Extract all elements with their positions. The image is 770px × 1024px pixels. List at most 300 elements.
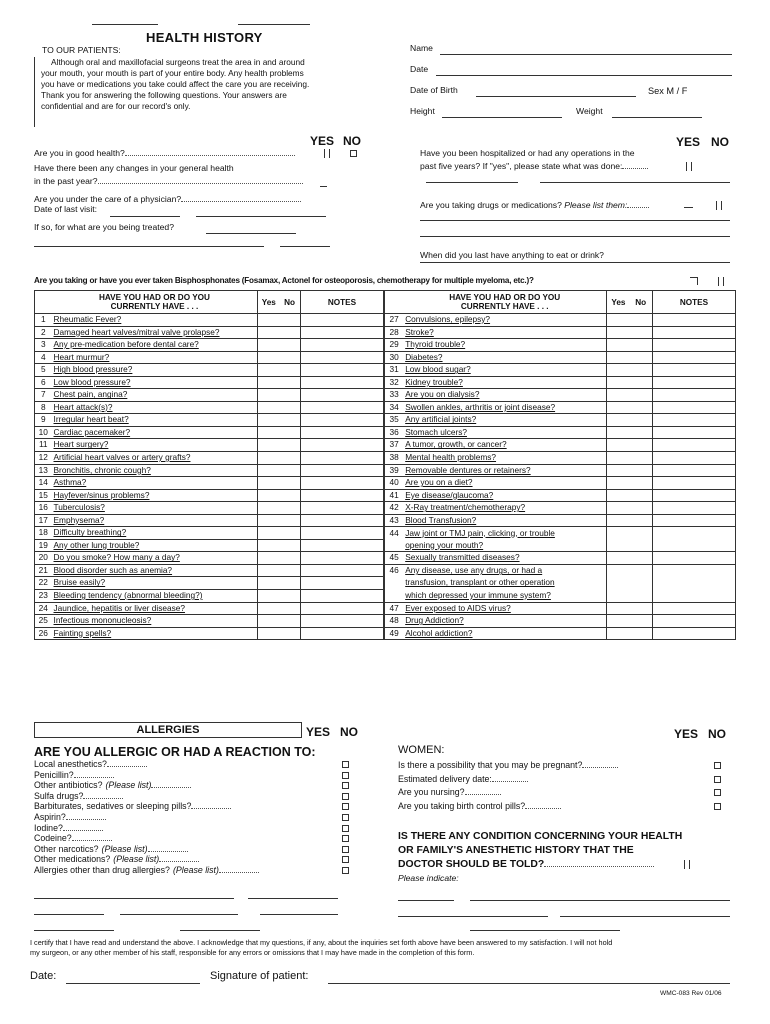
no-cell[interactable]	[279, 464, 300, 477]
notes-cell[interactable]	[652, 326, 735, 339]
table-row	[385, 527, 736, 540]
no-cell[interactable]	[279, 502, 300, 515]
notes-cell[interactable]	[652, 477, 735, 490]
no-checkbox[interactable]	[712, 201, 726, 212]
yes-cell[interactable]	[258, 552, 279, 565]
question-health-changes-cont	[34, 177, 303, 187]
sex-label[interactable]: Sex M / F	[648, 86, 688, 96]
notes-cell[interactable]	[300, 564, 383, 577]
notes-cell[interactable]	[300, 314, 383, 327]
yes-cell[interactable]	[258, 376, 279, 389]
no-cell[interactable]	[279, 590, 300, 603]
row-question	[52, 590, 258, 603]
no-cell[interactable]	[630, 552, 653, 565]
yes-cell[interactable]	[258, 590, 279, 603]
allergy-item	[34, 759, 354, 770]
yes-cell[interactable]	[607, 627, 630, 640]
question-text: Asthma?	[53, 477, 87, 488]
no-checkbox[interactable]	[342, 825, 349, 832]
no-cell[interactable]	[279, 401, 300, 414]
notes-cell[interactable]	[652, 564, 735, 577]
notes-cell[interactable]	[652, 464, 735, 477]
yes-cell[interactable]	[258, 464, 279, 477]
allergy-item	[34, 833, 354, 844]
allergy-instruction: (Please list)	[101, 843, 148, 854]
dob-field[interactable]	[476, 96, 636, 97]
notes-cell[interactable]	[652, 539, 735, 552]
row-question	[403, 590, 607, 603]
no-cell[interactable]	[630, 414, 653, 427]
yes-cell[interactable]	[607, 364, 630, 377]
notes-cell[interactable]	[300, 389, 383, 402]
question-text: Stomach ulcers?	[405, 426, 467, 437]
notes-cell[interactable]	[652, 452, 735, 465]
yes-cell[interactable]	[258, 452, 279, 465]
yes-cell[interactable]	[258, 401, 279, 414]
question-hospitalized-cont	[420, 162, 648, 172]
row-number: 20	[35, 552, 52, 565]
no-cell[interactable]	[279, 452, 300, 465]
allergy-list	[34, 759, 354, 876]
row-question	[52, 627, 258, 640]
notes-cell[interactable]	[300, 439, 383, 452]
row-question	[403, 426, 607, 439]
no-cell[interactable]	[630, 577, 653, 590]
row-number	[385, 590, 404, 603]
row-question	[403, 351, 607, 364]
allergy-label: Local anesthetics?	[34, 759, 107, 769]
yes-cell[interactable]	[258, 602, 279, 615]
row-number: 23	[35, 590, 52, 603]
row-number: 24	[35, 602, 52, 615]
notes-cell[interactable]	[300, 477, 383, 490]
yes-cell[interactable]	[607, 389, 630, 402]
no-cell[interactable]	[279, 539, 300, 552]
question-text: Damaged heart valves/mitral valve prolapse?	[53, 326, 220, 337]
no-checkbox[interactable]	[342, 846, 349, 853]
allergy-item	[34, 801, 354, 812]
question-text: Heart murmur?	[53, 351, 110, 362]
yes-cell[interactable]	[258, 439, 279, 452]
question-text: Bronchitis, chronic cough?	[53, 464, 151, 475]
treated-field[interactable]	[206, 233, 296, 234]
condition-field[interactable]	[398, 900, 454, 901]
page-title: HEALTH HISTORY	[146, 30, 263, 45]
table-row	[385, 426, 736, 439]
row-number: 9	[35, 414, 52, 427]
history-table-right	[384, 290, 736, 640]
allergy-field[interactable]	[34, 930, 114, 931]
yes-cell[interactable]	[258, 414, 279, 427]
yes-cell[interactable]	[607, 414, 630, 427]
no-cell[interactable]	[630, 351, 653, 364]
no-cell[interactable]	[279, 364, 300, 377]
allergy-label: Iodine?	[34, 822, 63, 833]
yes-cell[interactable]	[258, 339, 279, 352]
notes-cell[interactable]	[300, 364, 383, 377]
no-checkbox[interactable]	[714, 776, 721, 783]
women-title: WOMEN:	[398, 744, 445, 756]
notes-cell[interactable]	[652, 376, 735, 389]
question-text: Any artificial joints?	[405, 414, 477, 425]
yes-cell[interactable]	[607, 489, 630, 502]
notes-cell[interactable]	[300, 627, 383, 640]
no-cell[interactable]	[630, 502, 653, 515]
table-row	[385, 389, 736, 402]
hospital-field[interactable]	[540, 182, 730, 183]
row-question	[52, 577, 258, 590]
height-field[interactable]	[442, 117, 562, 118]
no-cell[interactable]	[279, 627, 300, 640]
condition-field[interactable]	[470, 900, 730, 901]
yes-cell[interactable]	[607, 314, 630, 327]
no-cell[interactable]	[279, 326, 300, 339]
yes-cell[interactable]	[258, 577, 279, 590]
yes-cell[interactable]	[607, 527, 630, 540]
question-text: Low blood sugar?	[405, 364, 471, 375]
yes-cell[interactable]	[258, 615, 279, 628]
no-cell[interactable]	[279, 414, 300, 427]
condition-field[interactable]	[470, 930, 620, 931]
no-cell[interactable]	[630, 627, 653, 640]
yes-cell[interactable]	[258, 477, 279, 490]
allergy-field[interactable]	[120, 914, 238, 915]
yes-cell[interactable]	[258, 326, 279, 339]
height-label: Height	[410, 106, 435, 116]
no-cell[interactable]	[279, 351, 300, 364]
no-cell[interactable]	[630, 339, 653, 352]
row-question	[52, 464, 258, 477]
no-cell[interactable]	[630, 364, 653, 377]
notes-cell[interactable]	[652, 314, 735, 327]
leader-dots	[125, 149, 295, 156]
row-question	[403, 339, 607, 352]
notes-cell[interactable]	[300, 376, 383, 389]
allergies-title-box	[34, 722, 302, 738]
no-checkbox[interactable]	[342, 772, 349, 779]
notes-cell[interactable]	[300, 452, 383, 465]
notes-cell[interactable]	[652, 426, 735, 439]
question-text: Tuberculosis?	[53, 502, 105, 513]
question-text: Rheumatic Fever?	[53, 314, 122, 324]
notes-cell[interactable]	[300, 602, 383, 615]
question-text: Any pre-medication before dental care?	[53, 339, 199, 350]
notes-cell[interactable]	[300, 489, 383, 502]
signature-field[interactable]	[328, 983, 730, 984]
no-cell[interactable]	[630, 314, 653, 327]
yes-cell[interactable]	[607, 326, 630, 339]
allergy-item	[34, 844, 354, 855]
date-field[interactable]	[436, 75, 732, 76]
last-visit-field[interactable]	[110, 216, 180, 217]
table-row	[35, 364, 384, 377]
no-cell[interactable]	[279, 477, 300, 490]
yes-cell[interactable]	[607, 590, 630, 603]
no-checkbox[interactable]	[342, 856, 349, 863]
question-text: Drug Addiction?	[405, 615, 464, 626]
notes-cell[interactable]	[652, 439, 735, 452]
allergy-field[interactable]	[180, 930, 260, 931]
no-cell[interactable]	[279, 489, 300, 502]
yes-cell[interactable]	[258, 351, 279, 364]
row-number: 18	[35, 527, 52, 540]
row-question	[52, 539, 258, 552]
notes-cell[interactable]	[652, 552, 735, 565]
notes-cell[interactable]	[300, 502, 383, 515]
no-cell[interactable]	[630, 389, 653, 402]
no-cell[interactable]	[630, 489, 653, 502]
no-cell[interactable]	[279, 389, 300, 402]
condition-field[interactable]	[560, 916, 730, 917]
allergy-field[interactable]	[260, 914, 338, 915]
yes-cell[interactable]	[607, 426, 630, 439]
question-text: Blood disorder such as anemia?	[53, 564, 173, 575]
no-cell[interactable]	[279, 577, 300, 590]
yes-cell[interactable]	[607, 615, 630, 628]
table-row	[35, 477, 384, 490]
allergy-field[interactable]	[248, 898, 338, 899]
condition-question	[398, 830, 682, 872]
notes-cell[interactable]	[652, 339, 735, 352]
yes-checkbox[interactable]	[690, 277, 698, 285]
row-question	[52, 414, 258, 427]
allergy-field[interactable]	[34, 914, 104, 915]
no-checkbox[interactable]	[714, 789, 721, 796]
row-number: 35	[385, 414, 404, 427]
no-cell[interactable]	[279, 314, 300, 327]
yes-cell[interactable]	[607, 376, 630, 389]
yes-cell[interactable]	[258, 389, 279, 402]
notes-cell[interactable]	[652, 514, 735, 527]
no-checkbox[interactable]	[342, 867, 349, 874]
no-cell[interactable]	[630, 326, 653, 339]
notes-cell[interactable]	[300, 590, 383, 603]
no-cell[interactable]	[630, 401, 653, 414]
intro-line: Although oral and maxillofacial surgeons treat the area in and around	[51, 57, 305, 67]
question-text: Jaw joint or TMJ pain, clicking, or trouble	[405, 527, 555, 538]
yes-cell[interactable]	[607, 464, 630, 477]
notes-cell[interactable]	[300, 426, 383, 439]
yes-cell[interactable]	[607, 539, 630, 552]
table-row	[35, 527, 384, 540]
last-visit-field[interactable]	[196, 216, 326, 217]
no-cell[interactable]	[279, 514, 300, 527]
medications-field[interactable]	[420, 220, 730, 221]
leader-dots	[107, 760, 147, 767]
notes-cell[interactable]	[300, 577, 383, 590]
no-cell[interactable]	[279, 602, 300, 615]
question-text: Any disease, use any drugs, or had a	[405, 565, 543, 576]
medications-field[interactable]	[420, 236, 730, 237]
yes-checkbox[interactable]	[682, 162, 696, 173]
notes-cell[interactable]	[652, 577, 735, 590]
notes-cell[interactable]	[300, 527, 383, 540]
notes-cell[interactable]	[300, 326, 383, 339]
form-code: WMC-083 Rev 01/06	[660, 990, 722, 997]
yes-cell[interactable]	[258, 527, 279, 540]
notes-cell[interactable]	[652, 627, 735, 640]
yes-checkbox[interactable]	[684, 200, 693, 208]
row-question	[403, 326, 607, 339]
yes-cell[interactable]	[258, 314, 279, 327]
yes-cell[interactable]	[607, 439, 630, 452]
name-field[interactable]	[440, 54, 732, 55]
notes-cell[interactable]	[652, 489, 735, 502]
no-checkbox[interactable]	[714, 803, 721, 810]
notes-cell[interactable]	[652, 401, 735, 414]
yes-cell[interactable]	[258, 514, 279, 527]
notes-cell[interactable]	[300, 339, 383, 352]
no-checkbox[interactable]	[714, 277, 728, 288]
allergy-field[interactable]	[34, 898, 234, 899]
table-row	[385, 602, 736, 615]
notes-cell[interactable]	[652, 527, 735, 540]
yes-cell[interactable]	[258, 564, 279, 577]
allergy-label: Other medications?	[34, 854, 111, 865]
yes-cell[interactable]	[258, 539, 279, 552]
column-question: HAVE YOU HAD OR DO YOU CURRENTLY HAVE . . .	[52, 291, 258, 314]
no-cell[interactable]	[279, 615, 300, 628]
leader-dots	[492, 775, 528, 782]
yes-cell[interactable]	[258, 364, 279, 377]
notes-cell[interactable]	[652, 414, 735, 427]
yes-cell[interactable]	[607, 452, 630, 465]
table-row	[385, 401, 736, 414]
notes-cell[interactable]	[300, 464, 383, 477]
leader-dots	[72, 834, 112, 841]
notes-cell[interactable]	[300, 401, 383, 414]
no-cell[interactable]	[279, 376, 300, 389]
condition-field[interactable]	[398, 916, 548, 917]
row-question	[403, 452, 607, 465]
no-checkbox[interactable]	[714, 762, 721, 769]
notes-cell[interactable]	[652, 590, 735, 603]
yes-checkbox[interactable]	[320, 180, 327, 187]
row-number: 36	[385, 426, 404, 439]
row-number: 47	[385, 602, 404, 615]
notes-cell[interactable]	[652, 502, 735, 515]
yes-cell[interactable]	[258, 502, 279, 515]
no-cell[interactable]	[279, 339, 300, 352]
question-text: Hayfever/sinus problems?	[53, 489, 150, 500]
notes-cell[interactable]	[652, 602, 735, 615]
question-text: Jaundice, hepatitis or liver disease?	[53, 602, 185, 613]
notes-cell[interactable]	[300, 615, 383, 628]
no-checkbox[interactable]	[342, 814, 349, 821]
no-cell[interactable]	[630, 376, 653, 389]
no-checkbox[interactable]	[342, 782, 349, 789]
row-question	[403, 464, 607, 477]
date-signature-field[interactable]	[66, 983, 200, 984]
no-checkbox[interactable]	[342, 835, 349, 842]
yes-cell[interactable]	[607, 339, 630, 352]
yes-cell[interactable]	[607, 401, 630, 414]
column-number	[385, 291, 404, 314]
notes-cell[interactable]	[300, 414, 383, 427]
notes-cell[interactable]	[300, 552, 383, 565]
hospital-field[interactable]	[426, 182, 518, 183]
question-text: Removable dentures or retainers?	[405, 464, 531, 475]
notes-cell[interactable]	[300, 539, 383, 552]
no-cell[interactable]	[279, 426, 300, 439]
leader-dots	[181, 195, 301, 202]
no-cell[interactable]	[630, 527, 653, 540]
question-text: Do you smoke? How many a day?	[53, 552, 180, 563]
question-text: Alcohol addiction?	[405, 627, 473, 638]
yes-cell[interactable]	[607, 477, 630, 490]
yes-cell[interactable]	[607, 552, 630, 565]
women-question: Are you nursing?	[398, 787, 465, 797]
question-text: Irregular heart beat?	[53, 414, 129, 425]
yes-cell[interactable]	[258, 489, 279, 502]
question-text: Mental health problems?	[405, 452, 497, 463]
last-meal-field[interactable]	[420, 262, 730, 263]
notes-cell[interactable]	[652, 389, 735, 402]
yes-checkbox[interactable]	[320, 149, 334, 160]
notes-cell[interactable]	[652, 364, 735, 377]
no-cell[interactable]	[279, 564, 300, 577]
yes-cell[interactable]	[607, 577, 630, 590]
no-cell[interactable]	[279, 439, 300, 452]
no-cell[interactable]	[630, 439, 653, 452]
no-cell[interactable]	[630, 452, 653, 465]
no-checkbox[interactable]	[342, 761, 349, 768]
table-row	[35, 401, 384, 414]
no-cell[interactable]	[630, 539, 653, 552]
no-cell[interactable]	[630, 477, 653, 490]
row-number: 45	[385, 552, 404, 565]
treated-field[interactable]	[34, 246, 264, 247]
table-row	[385, 351, 736, 364]
no-checkbox[interactable]	[350, 150, 357, 157]
column-question: HAVE YOU HAD OR DO YOU CURRENTLY HAVE . . .	[403, 291, 607, 314]
yes-cell[interactable]	[607, 514, 630, 527]
yes-checkbox[interactable]	[680, 860, 694, 871]
no-cell[interactable]	[630, 602, 653, 615]
no-cell[interactable]	[630, 426, 653, 439]
no-cell[interactable]	[630, 464, 653, 477]
weight-field[interactable]	[612, 117, 702, 118]
yes-cell[interactable]	[607, 502, 630, 515]
notes-cell[interactable]	[300, 351, 383, 364]
yes-cell[interactable]	[607, 351, 630, 364]
question-text: Heart attack(s)?	[53, 401, 113, 412]
yes-cell[interactable]	[607, 564, 630, 577]
no-cell[interactable]	[279, 527, 300, 540]
no-cell[interactable]	[630, 564, 653, 577]
row-question	[403, 439, 607, 452]
row-question	[52, 502, 258, 515]
yes-cell[interactable]	[258, 426, 279, 439]
no-checkbox[interactable]	[342, 803, 349, 810]
no-checkbox[interactable]	[342, 793, 349, 800]
no-cell[interactable]	[630, 615, 653, 628]
row-number: 1	[35, 314, 52, 327]
condition-line: OR FAMILY'S ANESTHETIC HISTORY THAT THE	[398, 845, 634, 856]
yes-cell[interactable]	[607, 602, 630, 615]
table-row	[35, 339, 384, 352]
no-cell[interactable]	[630, 514, 653, 527]
notes-cell[interactable]	[652, 615, 735, 628]
notes-cell[interactable]	[652, 351, 735, 364]
column-no: No	[279, 291, 300, 314]
notes-cell[interactable]	[300, 514, 383, 527]
no-cell[interactable]	[279, 552, 300, 565]
no-cell[interactable]	[630, 590, 653, 603]
row-question	[403, 477, 607, 490]
yes-cell[interactable]	[258, 627, 279, 640]
treated-field[interactable]	[280, 246, 330, 247]
